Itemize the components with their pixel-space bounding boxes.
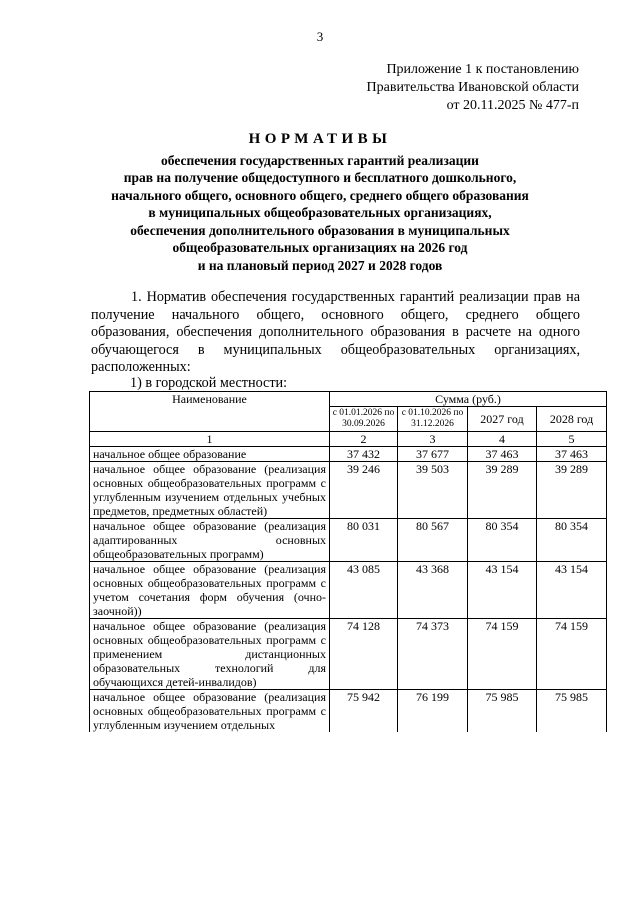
- row-value: 39 503: [398, 462, 468, 519]
- row-value: 74 373: [398, 619, 468, 690]
- table-row: [90, 447, 607, 462]
- row-value: 74 128: [330, 619, 398, 690]
- header-sum: Сумма (руб.): [330, 392, 607, 407]
- row-value: 74 159: [468, 619, 537, 690]
- row-name: начальное общее образование (реализация адаптированных основных общеобразовательных программ): [90, 519, 330, 562]
- paragraph-text: 1. Норматив обеспечения государственных гарантий реализации прав на получение начального общего, основного общего, среднего общего образования, обеспечения дополнительного образования в расчете на одного обучающегося в муниципальных общеобразовательных организациях, расположенных:: [91, 289, 580, 375]
- row-value: 80 031: [330, 519, 398, 562]
- row-value: 39 246: [330, 462, 398, 519]
- table-header-row: [90, 392, 607, 407]
- title-line: прав на получение общедоступного и бесплатного дошкольного,: [123, 170, 517, 185]
- appendix-line-1: Приложение 1 к постановлению: [386, 62, 579, 77]
- header-name: Наименование: [90, 392, 330, 432]
- row-name: начальное общее образование (реализация основных общеобразовательных программ с учетом сочетания форм обучения (очно-заочной)): [90, 562, 330, 619]
- norms-table: [89, 391, 607, 732]
- table-index-row: [90, 432, 607, 447]
- row-value: 43 368: [398, 562, 468, 619]
- table-row: [90, 519, 607, 562]
- row-value: 39 289: [537, 462, 607, 519]
- row-value: 37 463: [537, 447, 607, 462]
- title-line: обеспечения государственных гарантий реализации: [161, 152, 479, 168]
- header-2027: 2027 год: [468, 407, 537, 432]
- table-row: [90, 562, 607, 619]
- row-value: 37 432: [330, 447, 398, 462]
- header-period-2: с 01.10.2026 по 31.12.2026: [398, 407, 468, 432]
- row-value: 43 154: [468, 562, 537, 619]
- row-value: 75 985: [468, 690, 537, 733]
- row-value: 76 199: [398, 690, 468, 733]
- title-line: обеспечения дополнительного образования в муниципальных: [130, 222, 510, 238]
- row-name: начальное общее образование (реализация основных общеобразовательных программ с углубленным изучением отдельных учебных предметов, предметных областей): [90, 462, 330, 519]
- intro-paragraph: [91, 289, 580, 377]
- title-line: начального общего, основного общего, среднего общего образования: [111, 187, 529, 203]
- page-number: 3: [316, 29, 324, 44]
- row-value: 39 289: [468, 462, 537, 519]
- row-value: 43 085: [330, 562, 398, 619]
- row-name: начальное общее образование (реализация основных общеобразовательных программ с углубленным изучением отдельных: [90, 690, 330, 733]
- appendix-line-2: Правительства Ивановской области: [366, 80, 579, 95]
- row-value: 80 354: [468, 519, 537, 562]
- table-row: [90, 619, 607, 690]
- table-row: [90, 690, 607, 733]
- index-cell: 2: [330, 432, 398, 447]
- row-value: 37 677: [398, 447, 468, 462]
- row-value: 80 567: [398, 519, 468, 562]
- title-line: и на плановый период 2027 и 2028 годов: [197, 257, 443, 273]
- row-value: 75 985: [537, 690, 607, 733]
- header-2028: 2028 год: [537, 407, 607, 432]
- table-row: [90, 462, 607, 519]
- title-line: в муниципальных общеобразовательных организациях,: [148, 205, 492, 220]
- row-value: 37 463: [468, 447, 537, 462]
- row-name: начальное общее образование (реализация основных общеобразовательных программ с применением дистанционных образовательных технологий для обучающихся детей-инвалидов): [90, 619, 330, 690]
- header-period-1: с 01.01.2026 по 30.09.2026: [330, 407, 398, 432]
- row-value: 74 159: [537, 619, 607, 690]
- document-title: [70, 131, 570, 274]
- appendix-note: [367, 61, 579, 115]
- title-main: НОРМАТИВЫ: [248, 131, 392, 147]
- index-cell: 5: [537, 432, 607, 447]
- row-name: начальное общее образование: [90, 447, 330, 462]
- row-value: 80 354: [537, 519, 607, 562]
- appendix-line-3: от 20.11.2025 № 477-п: [446, 98, 579, 113]
- row-value: 75 942: [330, 690, 398, 733]
- row-value: 43 154: [537, 562, 607, 619]
- subheading: 1) в городской местности:: [130, 375, 288, 391]
- index-cell: 3: [398, 432, 468, 447]
- index-cell: 1: [90, 432, 330, 447]
- title-line: общеобразовательных организациях на 2026 год: [172, 240, 468, 255]
- index-cell: 4: [468, 432, 537, 447]
